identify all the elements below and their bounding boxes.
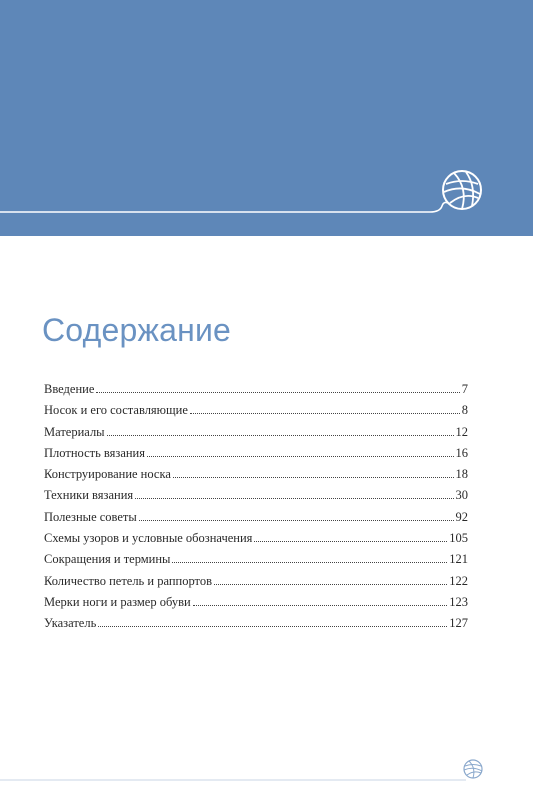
toc-entry[interactable] <box>44 467 468 488</box>
toc-entry[interactable] <box>44 616 468 637</box>
toc-leader-dots <box>107 435 454 436</box>
toc-entry-page: 127 <box>449 616 468 631</box>
toc-entry-label: Сокращения и термины <box>44 552 171 567</box>
toc-leader-dots <box>135 498 453 499</box>
toc-entry-label: Плотность вязания <box>44 445 146 460</box>
toc-entry[interactable] <box>44 531 468 552</box>
toc-leader-dots <box>98 626 447 627</box>
toc-entry-page: 105 <box>449 531 468 546</box>
toc-entry[interactable] <box>44 510 468 531</box>
toc-entry[interactable] <box>44 595 468 616</box>
toc-entry[interactable] <box>44 403 468 424</box>
toc-leader-dots <box>96 392 459 393</box>
toc-entry-label: Указатель <box>44 616 97 631</box>
header-band <box>0 0 533 236</box>
toc-entry[interactable] <box>44 425 468 446</box>
toc-entry-page: 12 <box>455 424 468 439</box>
toc-entry[interactable] <box>44 488 468 509</box>
toc-leader-dots <box>193 605 448 606</box>
toc-entry-label: Введение <box>44 382 95 396</box>
toc-entry-label: Количество петель и раппортов <box>44 573 212 588</box>
toc-entry[interactable] <box>44 382 468 403</box>
toc-entry-page: 122 <box>449 573 468 588</box>
toc-leader-dots <box>172 562 447 563</box>
toc-leader-dots <box>190 413 460 414</box>
toc-entry-page: 16 <box>455 445 468 460</box>
toc-entry-page: 92 <box>455 509 468 524</box>
toc-entry-page: 123 <box>449 594 468 609</box>
toc-entry-label: Техники вязания <box>44 488 134 503</box>
page-title: Содержание <box>42 312 232 348</box>
toc-leader-dots <box>147 456 453 457</box>
toc-entry-label: Схемы узоров и условные обозначения <box>44 531 253 546</box>
toc-leader-dots <box>173 477 454 478</box>
toc-leader-dots <box>254 541 447 542</box>
toc-entry[interactable] <box>44 446 468 467</box>
toc-entry-page: 8 <box>461 403 468 418</box>
toc-leader-dots <box>139 520 454 521</box>
toc-entry-label: Материалы <box>44 424 105 439</box>
toc-entry-label: Полезные советы <box>44 509 137 524</box>
toc-entry-label: Мерки ноги и размер обуви <box>44 594 191 609</box>
toc-entry-page: 7 <box>461 382 468 396</box>
toc-leader-dots <box>214 584 447 585</box>
toc-entry-label: Носок и его составляющие <box>44 403 188 418</box>
toc-entry-page: 18 <box>455 467 468 482</box>
table-of-contents <box>44 382 468 638</box>
toc-entry-page: 30 <box>455 488 468 503</box>
toc-entry[interactable] <box>44 552 468 573</box>
yarn-ball-small-icon <box>462 758 484 780</box>
bottom-rule <box>0 778 533 782</box>
yarn-ball-icon <box>440 168 484 212</box>
toc-entry-page: 121 <box>449 552 468 567</box>
toc-entry[interactable] <box>44 574 468 595</box>
toc-entry-label: Конструирование носка <box>44 467 171 482</box>
